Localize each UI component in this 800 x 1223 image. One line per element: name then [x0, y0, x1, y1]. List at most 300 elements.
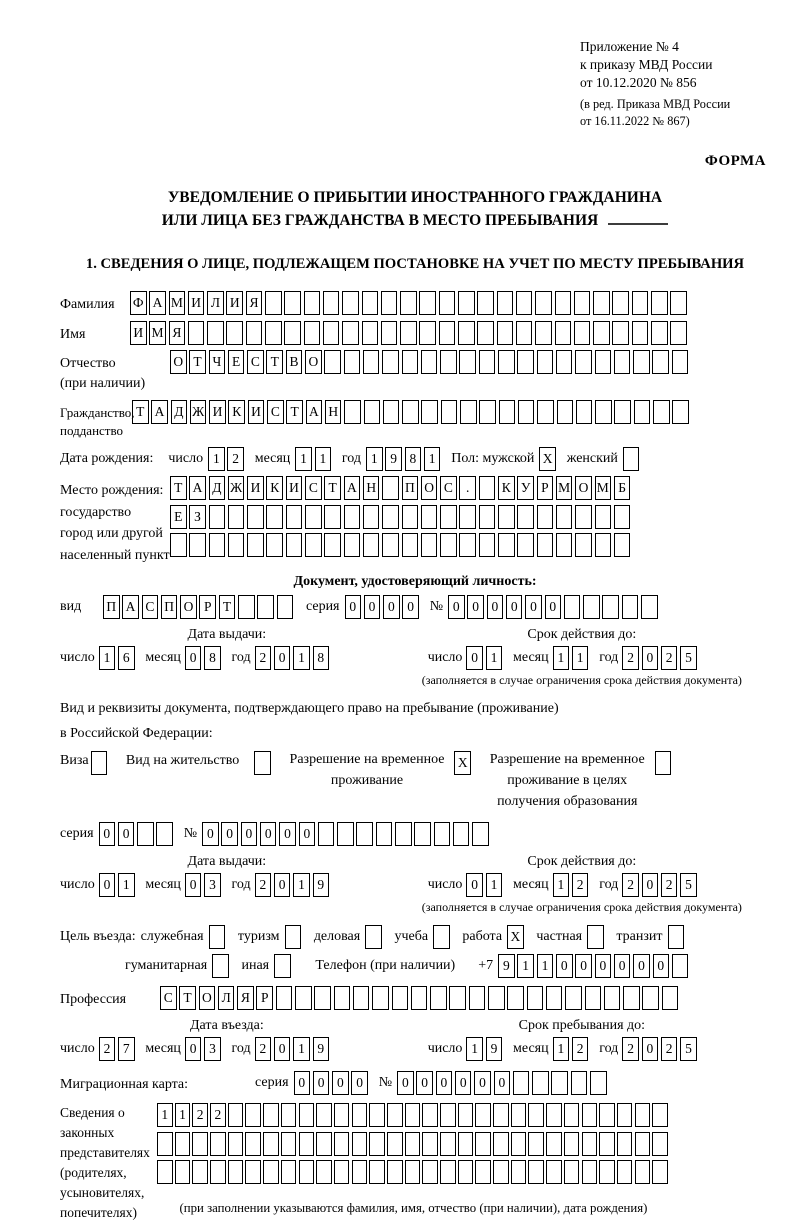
char-box[interactable]: П [402, 476, 419, 500]
char-box[interactable] [672, 954, 689, 978]
char-box[interactable] [575, 350, 592, 374]
char-box[interactable] [532, 1071, 549, 1095]
char-box[interactable]: М [149, 321, 166, 345]
char-box[interactable] [387, 1160, 403, 1184]
char-box[interactable]: 1 [517, 954, 534, 978]
char-box[interactable] [440, 505, 457, 529]
char-box[interactable] [593, 321, 610, 345]
char-box[interactable]: 0 [299, 822, 316, 846]
char-box[interactable]: Я [237, 986, 254, 1010]
char-box[interactable] [421, 350, 438, 374]
char-box[interactable] [595, 350, 612, 374]
char-box[interactable] [511, 1132, 527, 1156]
char-box[interactable] [157, 1132, 173, 1156]
char-box[interactable] [402, 400, 419, 424]
char-box[interactable]: Т [170, 476, 187, 500]
char-box[interactable] [247, 533, 264, 557]
char-box[interactable] [400, 291, 417, 315]
char-box[interactable]: У [517, 476, 534, 500]
char-box[interactable] [537, 350, 554, 374]
char-box[interactable]: 0 [279, 822, 296, 846]
char-box[interactable]: 0 [416, 1071, 433, 1095]
char-box[interactable] [469, 986, 486, 1010]
char-box[interactable] [382, 505, 399, 529]
char-box[interactable]: 1 [175, 1103, 191, 1127]
char-box[interactable] [652, 1160, 668, 1184]
char-box[interactable]: Р [256, 986, 273, 1010]
char-box[interactable] [209, 533, 226, 557]
char-box[interactable] [334, 1132, 350, 1156]
char-box[interactable]: 0 [313, 1071, 330, 1095]
char-box[interactable] [344, 350, 361, 374]
char-box[interactable] [582, 1132, 598, 1156]
char-box[interactable] [622, 595, 639, 619]
char-box[interactable] [479, 533, 496, 557]
char-box[interactable] [653, 400, 670, 424]
char-box[interactable] [421, 533, 438, 557]
char-box[interactable]: 1 [486, 873, 503, 897]
other-checkbox[interactable] [274, 954, 291, 978]
char-box[interactable] [537, 400, 554, 424]
char-box[interactable]: Т [179, 986, 196, 1010]
char-box[interactable]: 0 [575, 954, 592, 978]
char-box[interactable] [314, 986, 331, 1010]
char-box[interactable]: 8 [405, 447, 422, 471]
char-box[interactable]: С [142, 595, 159, 619]
char-box[interactable] [353, 986, 370, 1010]
char-box[interactable] [575, 533, 592, 557]
char-box[interactable] [651, 291, 668, 315]
char-box[interactable] [286, 533, 303, 557]
char-box[interactable]: 2 [661, 1037, 678, 1061]
char-box[interactable] [266, 533, 283, 557]
char-box[interactable]: С [440, 476, 457, 500]
char-box[interactable] [642, 986, 659, 1010]
char-box[interactable]: 1 [208, 447, 225, 471]
char-box[interactable] [362, 321, 379, 345]
char-box[interactable] [266, 505, 283, 529]
char-box[interactable] [651, 321, 668, 345]
char-box[interactable]: С [305, 476, 322, 500]
char-box[interactable]: О [575, 476, 592, 500]
char-box[interactable]: 0 [545, 595, 562, 619]
char-box[interactable] [352, 1132, 368, 1156]
char-box[interactable] [422, 1132, 438, 1156]
char-box[interactable]: 0 [466, 873, 483, 897]
char-box[interactable] [383, 400, 400, 424]
char-box[interactable] [299, 1160, 315, 1184]
char-box[interactable] [555, 321, 572, 345]
char-box[interactable] [277, 595, 294, 619]
char-box[interactable] [564, 1103, 580, 1127]
male-checkbox[interactable]: X [539, 447, 556, 471]
char-box[interactable] [535, 291, 552, 315]
char-box[interactable]: А [122, 595, 139, 619]
char-box[interactable]: 1 [424, 447, 441, 471]
char-box[interactable] [498, 350, 515, 374]
char-box[interactable] [670, 321, 687, 345]
char-box[interactable]: М [556, 476, 573, 500]
char-box[interactable] [209, 505, 226, 529]
char-box[interactable] [228, 1103, 244, 1127]
char-box[interactable] [472, 822, 489, 846]
char-box[interactable] [459, 350, 476, 374]
char-box[interactable] [175, 1160, 191, 1184]
char-box[interactable] [324, 505, 341, 529]
char-box[interactable]: 0 [494, 1071, 511, 1095]
char-box[interactable]: 0 [332, 1071, 349, 1095]
char-box[interactable] [516, 321, 533, 345]
char-box[interactable] [564, 1160, 580, 1184]
char-box[interactable]: С [247, 350, 264, 374]
char-box[interactable]: 0 [383, 595, 400, 619]
study-checkbox[interactable] [433, 925, 450, 949]
char-box[interactable]: Н [363, 476, 380, 500]
char-box[interactable] [382, 476, 399, 500]
char-box[interactable] [479, 476, 496, 500]
char-box[interactable] [617, 1160, 633, 1184]
char-box[interactable]: Т [324, 476, 341, 500]
char-box[interactable]: 6 [118, 646, 135, 670]
char-box[interactable] [576, 400, 593, 424]
char-box[interactable] [575, 505, 592, 529]
char-box[interactable] [387, 1103, 403, 1127]
char-box[interactable] [381, 291, 398, 315]
char-box[interactable]: М [595, 476, 612, 500]
char-box[interactable] [137, 822, 154, 846]
char-box[interactable]: И [286, 476, 303, 500]
tourism-checkbox[interactable] [285, 925, 302, 949]
char-box[interactable] [458, 1132, 474, 1156]
char-box[interactable]: 1 [293, 873, 310, 897]
char-box[interactable] [188, 321, 205, 345]
official-checkbox[interactable] [209, 925, 226, 949]
char-box[interactable] [405, 1160, 421, 1184]
char-box[interactable]: 0 [260, 822, 277, 846]
char-box[interactable] [498, 505, 515, 529]
char-box[interactable]: И [226, 291, 243, 315]
char-box[interactable]: 9 [385, 447, 402, 471]
char-box[interactable] [334, 1160, 350, 1184]
char-box[interactable]: М [169, 291, 186, 315]
char-box[interactable] [352, 1103, 368, 1127]
char-box[interactable]: 1 [99, 646, 116, 670]
char-box[interactable] [582, 1160, 598, 1184]
char-box[interactable] [157, 1160, 173, 1184]
char-box[interactable] [263, 1132, 279, 1156]
char-box[interactable]: 1 [295, 447, 312, 471]
char-box[interactable] [458, 1160, 474, 1184]
char-box[interactable] [602, 595, 619, 619]
char-box[interactable] [295, 986, 312, 1010]
char-box[interactable]: 1 [157, 1103, 173, 1127]
char-box[interactable]: 0 [274, 646, 291, 670]
char-box[interactable]: 0 [241, 822, 258, 846]
char-box[interactable] [458, 1103, 474, 1127]
char-box[interactable]: А [189, 476, 206, 500]
char-box[interactable] [546, 1160, 562, 1184]
char-box[interactable]: 2 [572, 1037, 589, 1061]
char-box[interactable]: А [344, 476, 361, 500]
char-box[interactable] [414, 822, 431, 846]
char-box[interactable] [263, 1103, 279, 1127]
char-box[interactable]: 0 [525, 595, 542, 619]
char-box[interactable] [228, 533, 245, 557]
char-box[interactable] [207, 321, 224, 345]
char-box[interactable]: 0 [294, 1071, 311, 1095]
char-box[interactable] [551, 1071, 568, 1095]
char-box[interactable] [411, 986, 428, 1010]
char-box[interactable] [356, 822, 373, 846]
char-box[interactable]: 8 [204, 646, 221, 670]
char-box[interactable] [421, 400, 438, 424]
char-box[interactable]: Р [537, 476, 554, 500]
char-box[interactable]: П [103, 595, 120, 619]
char-box[interactable] [440, 533, 457, 557]
char-box[interactable] [276, 986, 293, 1010]
char-box[interactable]: Т [286, 400, 303, 424]
char-box[interactable] [595, 505, 612, 529]
char-box[interactable]: 5 [680, 646, 697, 670]
char-box[interactable] [439, 291, 456, 315]
char-box[interactable]: С [160, 986, 177, 1010]
char-box[interactable]: Т [219, 595, 236, 619]
char-box[interactable]: 2 [622, 873, 639, 897]
char-box[interactable] [245, 1132, 261, 1156]
char-box[interactable] [324, 350, 341, 374]
char-box[interactable] [286, 505, 303, 529]
char-box[interactable] [281, 1103, 297, 1127]
char-box[interactable]: К [498, 476, 515, 500]
char-box[interactable] [364, 400, 381, 424]
business-checkbox[interactable] [365, 925, 382, 949]
char-box[interactable] [604, 986, 621, 1010]
char-box[interactable] [516, 291, 533, 315]
char-box[interactable] [334, 986, 351, 1010]
char-box[interactable]: О [199, 986, 216, 1010]
char-box[interactable] [419, 291, 436, 315]
char-box[interactable] [405, 1103, 421, 1127]
char-box[interactable] [369, 1160, 385, 1184]
char-box[interactable] [441, 400, 458, 424]
char-box[interactable] [228, 1160, 244, 1184]
char-box[interactable] [590, 1071, 607, 1095]
char-box[interactable] [402, 505, 419, 529]
char-box[interactable]: О [305, 350, 322, 374]
char-box[interactable] [475, 1160, 491, 1184]
char-box[interactable] [517, 505, 534, 529]
char-box[interactable] [557, 400, 574, 424]
char-box[interactable]: 0 [614, 954, 631, 978]
char-box[interactable] [422, 1160, 438, 1184]
char-box[interactable] [305, 533, 322, 557]
char-box[interactable] [281, 1132, 297, 1156]
char-box[interactable] [546, 1103, 562, 1127]
char-box[interactable] [672, 350, 689, 374]
char-box[interactable] [342, 291, 359, 315]
char-box[interactable] [623, 986, 640, 1010]
char-box[interactable] [246, 321, 263, 345]
char-box[interactable]: Т [132, 400, 149, 424]
char-box[interactable]: 0 [653, 954, 670, 978]
char-box[interactable]: З [189, 505, 206, 529]
char-box[interactable] [323, 291, 340, 315]
char-box[interactable] [556, 350, 573, 374]
female-checkbox[interactable] [623, 447, 640, 471]
char-box[interactable] [670, 291, 687, 315]
char-box[interactable]: Ф [130, 291, 147, 315]
char-box[interactable]: 0 [642, 873, 659, 897]
char-box[interactable]: . [459, 476, 476, 500]
char-box[interactable]: О [180, 595, 197, 619]
humanitarian-checkbox[interactable] [212, 954, 229, 978]
char-box[interactable] [662, 986, 679, 1010]
char-box[interactable]: Т [189, 350, 206, 374]
char-box[interactable] [449, 986, 466, 1010]
char-box[interactable]: К [228, 400, 245, 424]
char-box[interactable] [395, 822, 412, 846]
char-box[interactable]: 0 [397, 1071, 414, 1095]
char-box[interactable]: 2 [255, 646, 272, 670]
char-box[interactable]: О [170, 350, 187, 374]
char-box[interactable]: 1 [537, 954, 554, 978]
char-box[interactable] [363, 533, 380, 557]
char-box[interactable] [477, 321, 494, 345]
char-box[interactable] [458, 291, 475, 315]
char-box[interactable] [392, 986, 409, 1010]
char-box[interactable]: Е [228, 350, 245, 374]
char-box[interactable] [537, 505, 554, 529]
char-box[interactable] [316, 1160, 332, 1184]
temp-permit-checkbox[interactable]: X [454, 751, 471, 775]
char-box[interactable] [614, 505, 631, 529]
char-box[interactable] [574, 321, 591, 345]
char-box[interactable] [517, 533, 534, 557]
char-box[interactable] [546, 1132, 562, 1156]
char-box[interactable] [499, 400, 516, 424]
char-box[interactable] [513, 1071, 530, 1095]
char-box[interactable]: 0 [506, 595, 523, 619]
char-box[interactable] [226, 321, 243, 345]
char-box[interactable] [458, 321, 475, 345]
char-box[interactable]: 1 [553, 873, 570, 897]
char-box[interactable] [344, 400, 361, 424]
char-box[interactable] [192, 1132, 208, 1156]
char-box[interactable]: И [130, 321, 147, 345]
char-box[interactable] [672, 400, 689, 424]
char-box[interactable] [247, 505, 264, 529]
char-box[interactable]: 0 [466, 646, 483, 670]
char-box[interactable] [497, 291, 514, 315]
char-box[interactable]: 1 [293, 1037, 310, 1061]
char-box[interactable]: А [149, 291, 166, 315]
char-box[interactable] [632, 291, 649, 315]
char-box[interactable] [614, 400, 631, 424]
char-box[interactable]: 0 [402, 595, 419, 619]
char-box[interactable] [527, 986, 544, 1010]
char-box[interactable] [419, 321, 436, 345]
char-box[interactable]: 0 [364, 595, 381, 619]
char-box[interactable] [434, 822, 451, 846]
char-box[interactable] [284, 321, 301, 345]
char-box[interactable]: Ж [190, 400, 207, 424]
char-box[interactable] [369, 1132, 385, 1156]
char-box[interactable] [381, 321, 398, 345]
char-box[interactable] [555, 291, 572, 315]
char-box[interactable]: 0 [633, 954, 650, 978]
char-box[interactable]: 0 [185, 873, 202, 897]
char-box[interactable] [479, 400, 496, 424]
char-box[interactable] [228, 1132, 244, 1156]
char-box[interactable]: 1 [293, 646, 310, 670]
char-box[interactable] [635, 1160, 651, 1184]
char-box[interactable]: 0 [448, 595, 465, 619]
char-box[interactable]: 0 [351, 1071, 368, 1095]
char-box[interactable] [405, 1132, 421, 1156]
char-box[interactable] [281, 1160, 297, 1184]
char-box[interactable]: 0 [556, 954, 573, 978]
char-box[interactable]: 1 [572, 646, 589, 670]
char-box[interactable]: 1 [466, 1037, 483, 1061]
char-box[interactable] [593, 291, 610, 315]
private-checkbox[interactable] [587, 925, 604, 949]
char-box[interactable] [304, 321, 321, 345]
char-box[interactable]: 0 [185, 646, 202, 670]
char-box[interactable] [460, 400, 477, 424]
char-box[interactable] [257, 595, 274, 619]
char-box[interactable] [369, 1103, 385, 1127]
char-box[interactable]: 0 [642, 646, 659, 670]
char-box[interactable]: 1 [553, 646, 570, 670]
char-box[interactable] [518, 400, 535, 424]
char-box[interactable]: 9 [498, 954, 515, 978]
char-box[interactable] [316, 1132, 332, 1156]
char-box[interactable]: 0 [345, 595, 362, 619]
char-box[interactable] [402, 350, 419, 374]
char-box[interactable] [352, 1160, 368, 1184]
char-box[interactable] [439, 321, 456, 345]
char-box[interactable] [564, 1132, 580, 1156]
char-box[interactable] [582, 1103, 598, 1127]
char-box[interactable] [372, 986, 389, 1010]
char-box[interactable] [565, 986, 582, 1010]
char-box[interactable] [535, 321, 552, 345]
char-box[interactable]: Д [171, 400, 188, 424]
char-box[interactable] [400, 321, 417, 345]
char-box[interactable] [323, 321, 340, 345]
char-box[interactable]: 5 [680, 1037, 697, 1061]
char-box[interactable]: 0 [487, 595, 504, 619]
char-box[interactable]: Р [199, 595, 216, 619]
char-box[interactable] [583, 595, 600, 619]
char-box[interactable] [528, 1160, 544, 1184]
char-box[interactable]: 0 [118, 822, 135, 846]
char-box[interactable]: К [266, 476, 283, 500]
char-box[interactable] [337, 822, 354, 846]
char-box[interactable] [493, 1103, 509, 1127]
char-box[interactable] [402, 533, 419, 557]
char-box[interactable]: 0 [595, 954, 612, 978]
char-box[interactable]: 0 [185, 1037, 202, 1061]
char-box[interactable] [189, 533, 206, 557]
char-box[interactable]: Л [218, 986, 235, 1010]
char-box[interactable] [652, 1103, 668, 1127]
char-box[interactable] [238, 595, 255, 619]
char-box[interactable]: 0 [99, 873, 116, 897]
char-box[interactable]: А [151, 400, 168, 424]
char-box[interactable] [479, 350, 496, 374]
char-box[interactable] [528, 1132, 544, 1156]
